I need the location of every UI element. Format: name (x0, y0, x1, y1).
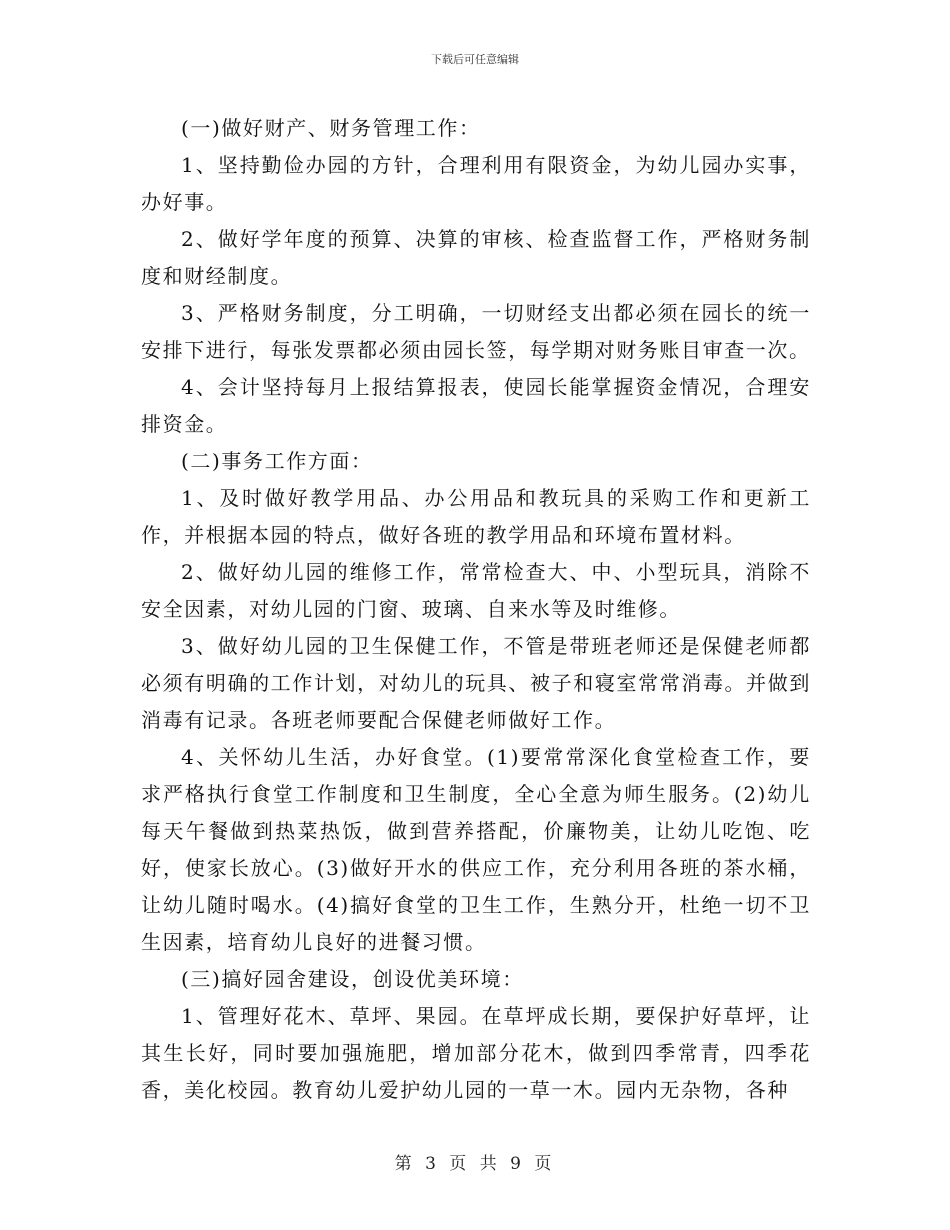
paragraph: 3、做好幼儿园的卫生保健工作，不管是带班老师还是保健老师都必须有明确的工作计划，对幼儿的玩具、被子和寝室常常消毒。并做到消毒有记录。各班老师要配合保健老师做好工作。 (141, 634, 811, 732)
section-heading-finance: (一)做好财产、财务管理工作： (181, 116, 481, 140)
section-heading-environment: (三)搞好园舍建设，创设优美环境： (181, 967, 524, 991)
page-header: 下载后可任意编辑 (431, 53, 519, 66)
paragraph: 1、管理好花木、草坪、果园。在草坪成长期，要保护好草坪，让其生长好，同时要加强施肥，增加部分花木，做到四季常青，四季花香，美化校园。教育幼儿爱护幼儿园的一草一木。园内无杂物，各种 (141, 1004, 811, 1102)
page-number-footer: 第 3 页 共 9 页 (394, 1154, 556, 1174)
paragraph: 4、关怀幼儿生活，办好食堂。(1)要常常深化食堂检查工作，要求严格执行食堂工作制度和卫生制度，全心全意为师生服务。(2)幼儿每天午餐做到热菜热饭，做到营养搭配，价廉物美，让幼儿吃饱、吃好，使家长放心。(3)做好开水的供应工作，充分利用各班的茶水桶，让幼儿随时喝水。(4)搞好食堂的卫生工作，生熟分开，杜绝一切不卫生因素，培育幼儿良好的进餐习惯。 (141, 745, 811, 954)
document-body (141, 110, 811, 1109)
paragraph: 1、坚持勤俭办园的方针，合理利用有限资金，为幼儿园办实事，办好事。 (141, 153, 811, 214)
paragraph: 4、会计坚持每月上报结算报表，使园长能掌握资金情况，合理安排资金。 (141, 375, 811, 436)
section-heading-affairs: (二)事务工作方面： (181, 449, 373, 473)
paragraph: 3、严格财务制度，分工明确，一切财经支出都必须在园长的统一安排下进行，每张发票都必须由园长签，每学期对财务账目审查一次。 (141, 301, 811, 362)
paragraph: 2、做好幼儿园的维修工作，常常检查大、中、小型玩具，消除不安全因素，对幼儿园的门窗、玻璃、自来水等及时维修。 (141, 560, 811, 621)
paragraph: 1、及时做好教学用品、办公用品和教玩具的采购工作和更新工作，并根据本园的特点，做好各班的教学用品和环境布置材料。 (141, 486, 811, 547)
paragraph: 2、做好学年度的预算、决算的审核、检查监督工作，严格财务制度和财经制度。 (141, 227, 811, 288)
